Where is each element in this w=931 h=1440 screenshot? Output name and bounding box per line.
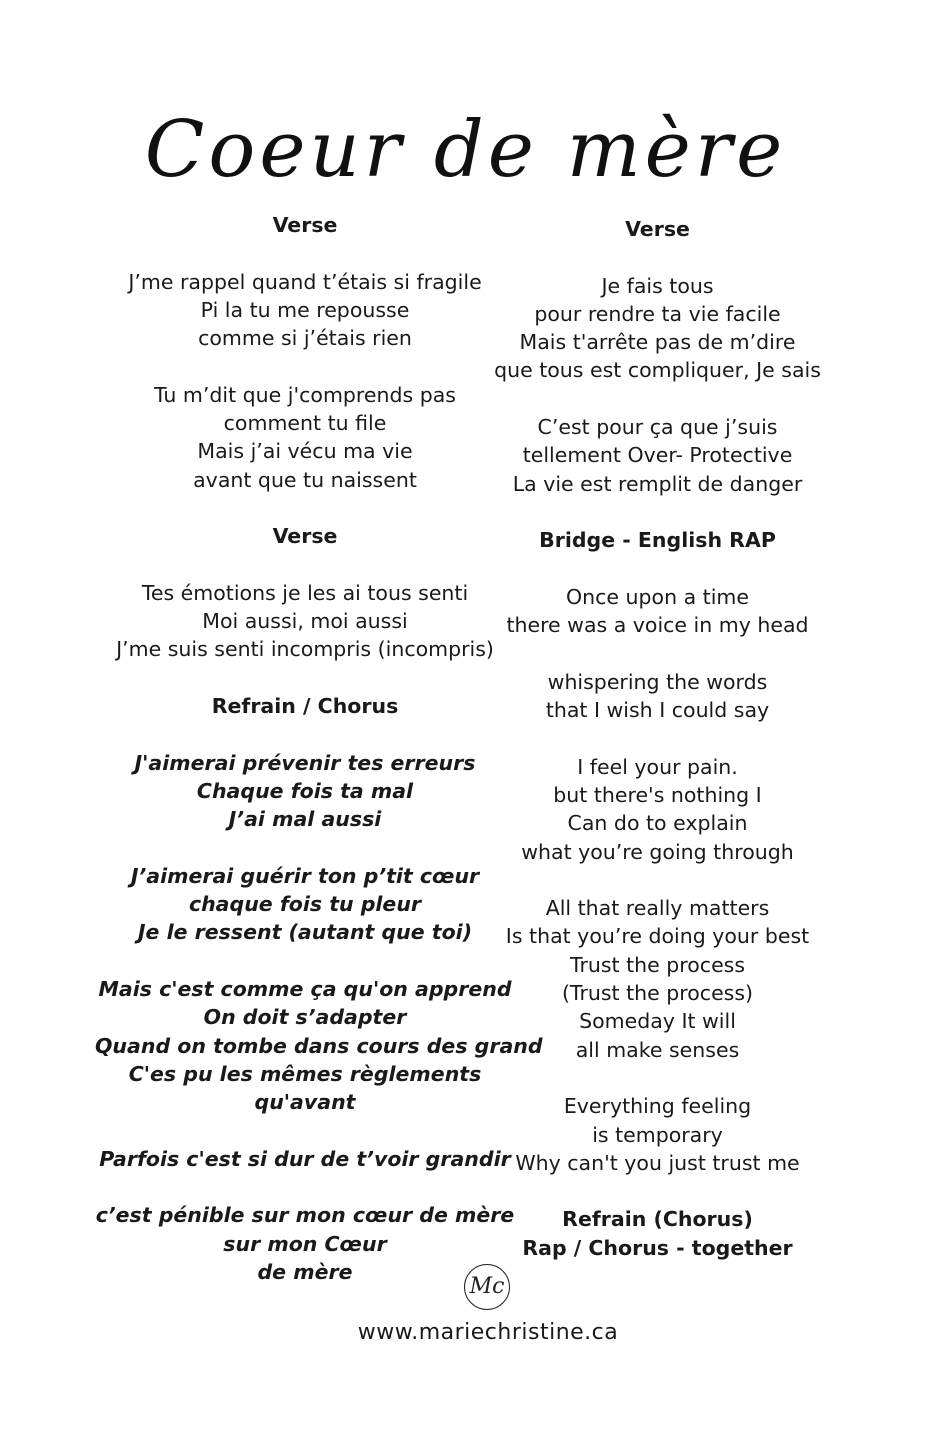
lyric-line: (Trust the process) [561, 981, 754, 1006]
lyric-line: qu'avant [254, 1090, 356, 1115]
line-spacer [485, 1177, 830, 1205]
lyric-line: J’ai mal aussi [228, 807, 382, 832]
song-title: Coeur de mère [144, 105, 787, 195]
section-heading: Verse [625, 217, 690, 241]
lyric-line: Mais j’ai vécu ma vie [197, 439, 413, 464]
line-spacer [485, 639, 830, 667]
lyric-line: Chaque fois ta mal [196, 778, 414, 803]
lyric-line: Someday It will [579, 1009, 736, 1034]
lyric-line: Je le ressent (autant que toi) [137, 920, 473, 945]
lyric-line: Je fais tous [601, 273, 714, 298]
lyric-line: All that really matters [545, 896, 770, 921]
line-spacer [485, 866, 830, 894]
lyric-line: what you’re going through [521, 839, 794, 864]
lyric-line: Mais c'est comme ça qu'on apprend [98, 977, 512, 1002]
lyric-line: Pi la tu me repousse [200, 297, 410, 322]
lyric-line: C’est pour ça que j’suis [537, 415, 778, 440]
lyric-line: Is that you’re doing your best [505, 924, 810, 949]
right-lyrics-column [485, 215, 830, 1262]
lyric-line: Quand on tombe dans cours des grand [95, 1033, 543, 1058]
line-spacer [95, 834, 515, 862]
section-heading: Verse [272, 524, 338, 549]
line-spacer [485, 385, 830, 413]
lyric-line: Tes émotions je les ai tous senti [141, 580, 469, 605]
line-spacer [485, 1064, 830, 1092]
line-spacer [95, 239, 515, 267]
line-spacer [95, 551, 515, 579]
lyric-line: tellement Over- Protective [522, 443, 793, 468]
section-heading: Refrain (Chorus) [562, 1207, 753, 1232]
lyric-line: J’me suis senti incompris (incompris) [116, 637, 494, 662]
lyric-line: there was a voice in my head [506, 613, 809, 638]
line-spacer [95, 664, 515, 692]
lyric-line: On doit s’adapter [203, 1005, 407, 1030]
section-heading: Refrain / Chorus [211, 694, 399, 719]
website-url: www.mariechristine.ca [357, 1320, 619, 1345]
lyric-line: but there's nothing I [553, 782, 762, 807]
lyric-line: comment tu file [223, 411, 387, 436]
lyric-line: J’me rappel quand t’étais si fragile [128, 269, 482, 294]
lyric-line: La vie est remplit de danger [512, 471, 803, 496]
lyric-line: pour rendre ta vie facile [534, 301, 781, 326]
line-spacer [485, 555, 830, 583]
lyric-line: avant que tu naissent [193, 467, 417, 492]
lyric-line: comme si j’étais rien [198, 326, 412, 351]
line-spacer [95, 1173, 515, 1201]
lyric-line: Mais t'arrête pas de m’dire [519, 330, 796, 355]
line-spacer [485, 243, 830, 271]
lyric-line: J'aimerai prévenir tes erreurs [134, 750, 476, 775]
line-spacer [485, 498, 830, 526]
lyric-line: Everything feeling [563, 1094, 752, 1119]
line-spacer [95, 947, 515, 975]
lyric-line: is temporary [592, 1122, 723, 1147]
lyric-line: chaque fois tu pleur [188, 892, 422, 917]
section-heading: Rap / Chorus - together [522, 1235, 793, 1260]
line-spacer [95, 494, 515, 522]
section-heading: Verse [272, 213, 338, 237]
lyric-line: Trust the process [569, 952, 746, 977]
lyric-line: de mère [257, 1259, 353, 1284]
lyric-line: that I wish I could say [545, 698, 770, 723]
section-heading: Bridge - English RAP [539, 528, 776, 553]
lyric-line: c’est pénible sur mon cœur de mère [95, 1203, 515, 1228]
lyric-line: que tous est compliquer, Je sais [494, 358, 821, 383]
lyric-line: J’aimerai guérir ton p’tit cœur [130, 863, 480, 888]
lyric-line: Moi aussi, moi aussi [202, 609, 408, 634]
lyric-line: Tu m’dit que j'comprends pas [154, 382, 456, 407]
lyric-line: C'es pu les mêmes règlements [128, 1061, 482, 1086]
line-spacer [485, 724, 830, 752]
line-spacer [95, 352, 515, 380]
lyric-line: Parfois c'est si dur de t’voir grandir [99, 1146, 511, 1171]
line-spacer [95, 1117, 515, 1145]
lyric-line: sur mon Cœur [223, 1231, 387, 1256]
mc-monogram-logo-icon: Mc [464, 1264, 510, 1310]
lyric-line: I feel your pain. [577, 754, 738, 779]
lyric-line: all make senses [575, 1037, 740, 1062]
lyric-line: Can do to explain [567, 811, 748, 836]
lyric-line: Once upon a time [566, 584, 749, 609]
lyric-line: whispering the words [547, 669, 768, 694]
left-lyrics-column [95, 211, 543, 1286]
line-spacer [95, 720, 515, 748]
lyric-line: Why can't you just trust me [515, 1150, 800, 1175]
